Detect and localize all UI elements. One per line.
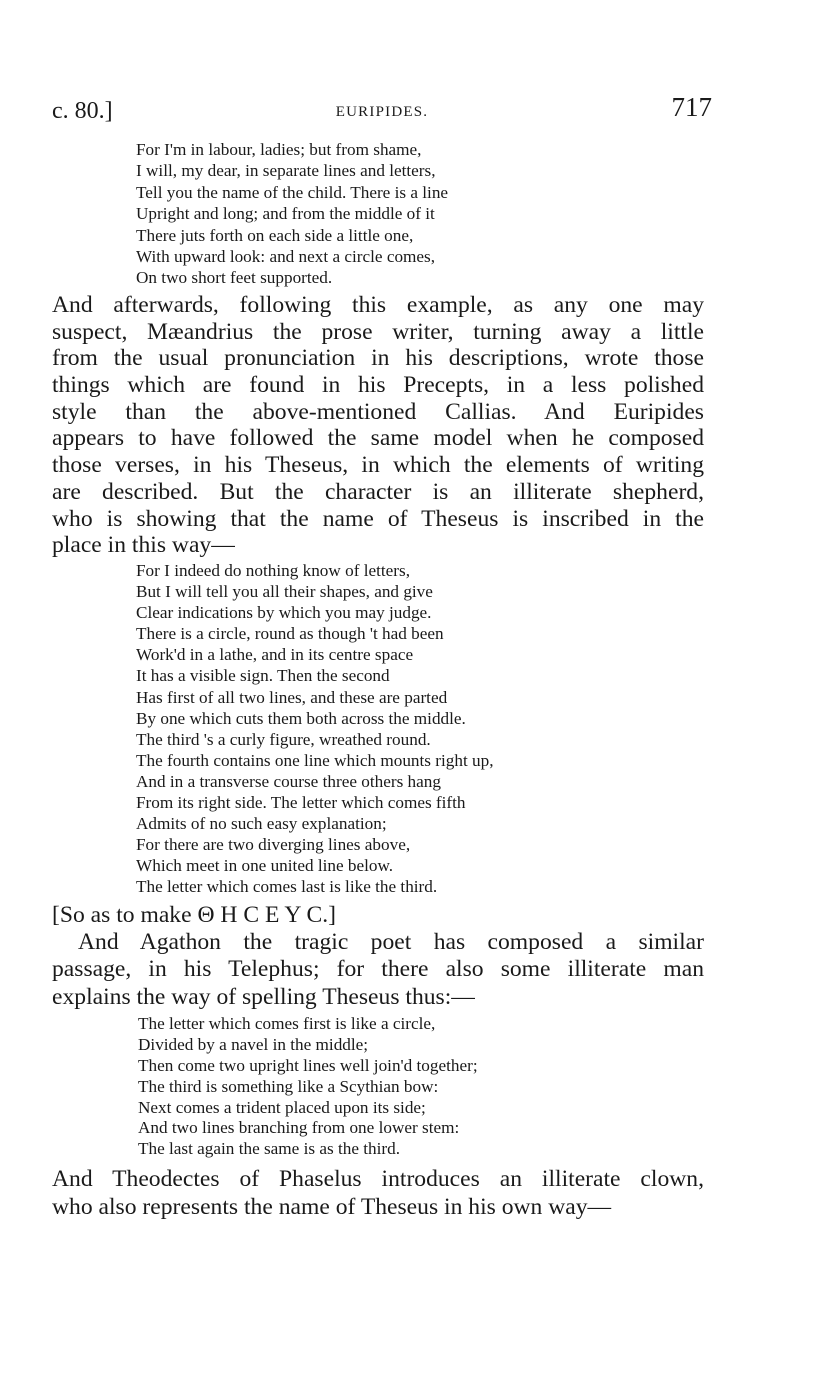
- prose-line: from the usual pronunciation in his descriptions, wrote those: [52, 345, 704, 372]
- prose-line: And Theodectes of Phaselus introduces an illiterate clown,: [52, 1166, 704, 1192]
- verse-line: Upright and long; and from the middle of it: [136, 204, 435, 224]
- section-reference: c. 80.]: [52, 98, 113, 124]
- prose-line: explains the way of spelling Theseus thus:—: [52, 983, 475, 1010]
- prose-line: things which are found in his Precepts, in a less polished: [52, 372, 704, 399]
- verse-line: The letter which comes first is like a circle,: [138, 1014, 436, 1033]
- verse-line: I will, my dear, in separate lines and letters,: [136, 161, 436, 181]
- verse-line: For I'm in labour, ladies; but from shame,: [136, 140, 422, 159]
- verse-line: Tell you the name of the child. There is a line: [136, 182, 449, 202]
- bracketed-note: [So as to make Θ H C E Y C.]: [52, 902, 336, 928]
- verse-line: Next comes a trident placed upon its side;: [138, 1097, 426, 1117]
- verse-line: Admits of no such easy explanation;: [136, 814, 387, 834]
- verse-line: The third is something like a Scythian bow:: [138, 1076, 439, 1096]
- verse-line: The last again the same is as the third.: [138, 1139, 401, 1159]
- verse-quote-telephus: [138, 1014, 478, 1160]
- verse-line: On two short feet supported.: [136, 268, 333, 288]
- prose-line: place in this way—: [52, 532, 235, 559]
- verse-line: From its right side. The letter which comes fifth: [136, 793, 466, 813]
- prose-paragraph-euripides: [52, 292, 704, 559]
- verse-line: And two lines branching from one lower stem:: [138, 1118, 460, 1138]
- verse-line: It has a visible sign. Then the second: [136, 666, 390, 686]
- prose-line: are described. But the character is an illiterate shepherd,: [52, 478, 704, 505]
- verse-line: Work'd in a lathe, and in its centre space: [136, 645, 414, 665]
- running-header: [52, 92, 712, 126]
- prose-line: style than the above-mentioned Callias. And Euripides: [52, 398, 704, 425]
- running-title: EURIPIDES.: [335, 104, 429, 120]
- verse-line: The letter which comes last is like the third.: [136, 877, 438, 897]
- verse-line: Divided by a navel in the middle;: [138, 1034, 369, 1054]
- verse-line: Clear indications by which you may judge.: [136, 603, 432, 623]
- prose-line: those verses, in his Theseus, in which the elements of writing: [52, 452, 704, 479]
- verse-line: Has first of all two lines, and these are parted: [136, 687, 448, 707]
- prose-line: who is showing that the name of Theseus is inscribed in the: [52, 505, 704, 532]
- verse-line: For I indeed do nothing know of letters,: [136, 561, 411, 580]
- verse-line: And in a transverse course three others hang: [136, 771, 441, 791]
- prose-line: passage, in his Telephus; for there also some illiterate man: [52, 956, 704, 983]
- verse-line: The third 's a curly figure, wreathed round.: [136, 729, 431, 749]
- verse-line: There juts forth on each side a little one,: [136, 225, 414, 245]
- verse-line: There is a circle, round as though 't had been: [136, 624, 444, 644]
- verse-line: The fourth contains one line which mounts right up,: [136, 750, 494, 770]
- verse-line: For there are two diverging lines above,: [136, 835, 411, 855]
- prose-line: And afterwards, following this example, as any one may: [52, 292, 704, 318]
- prose-line: And Agathon the tragic poet has composed a similar: [78, 929, 704, 955]
- prose-line: appears to have followed the same model when he composed: [52, 425, 704, 452]
- page-number: 717: [671, 92, 712, 122]
- verse-quote-thesmophoriazusae: [136, 139, 448, 289]
- prose-paragraph-agathon: [52, 929, 704, 1011]
- verse-line: With upward look: and next a circle comes,: [136, 246, 436, 266]
- verse-line: By one which cuts them both across the middle.: [136, 708, 466, 728]
- verse-line: Then come two upright lines well join'd together;: [138, 1055, 478, 1075]
- verse-line: Which meet in one united line below.: [136, 856, 394, 876]
- prose-line: who also represents the name of Theseus in his own way—: [52, 1193, 612, 1220]
- prose-paragraph-theodectes: [52, 1166, 704, 1221]
- verse-quote-theseus: [136, 560, 494, 898]
- verse-line: But I will tell you all their shapes, and give: [136, 582, 433, 602]
- prose-line: suspect, Mæandrius the prose writer, turning away a little: [52, 318, 704, 345]
